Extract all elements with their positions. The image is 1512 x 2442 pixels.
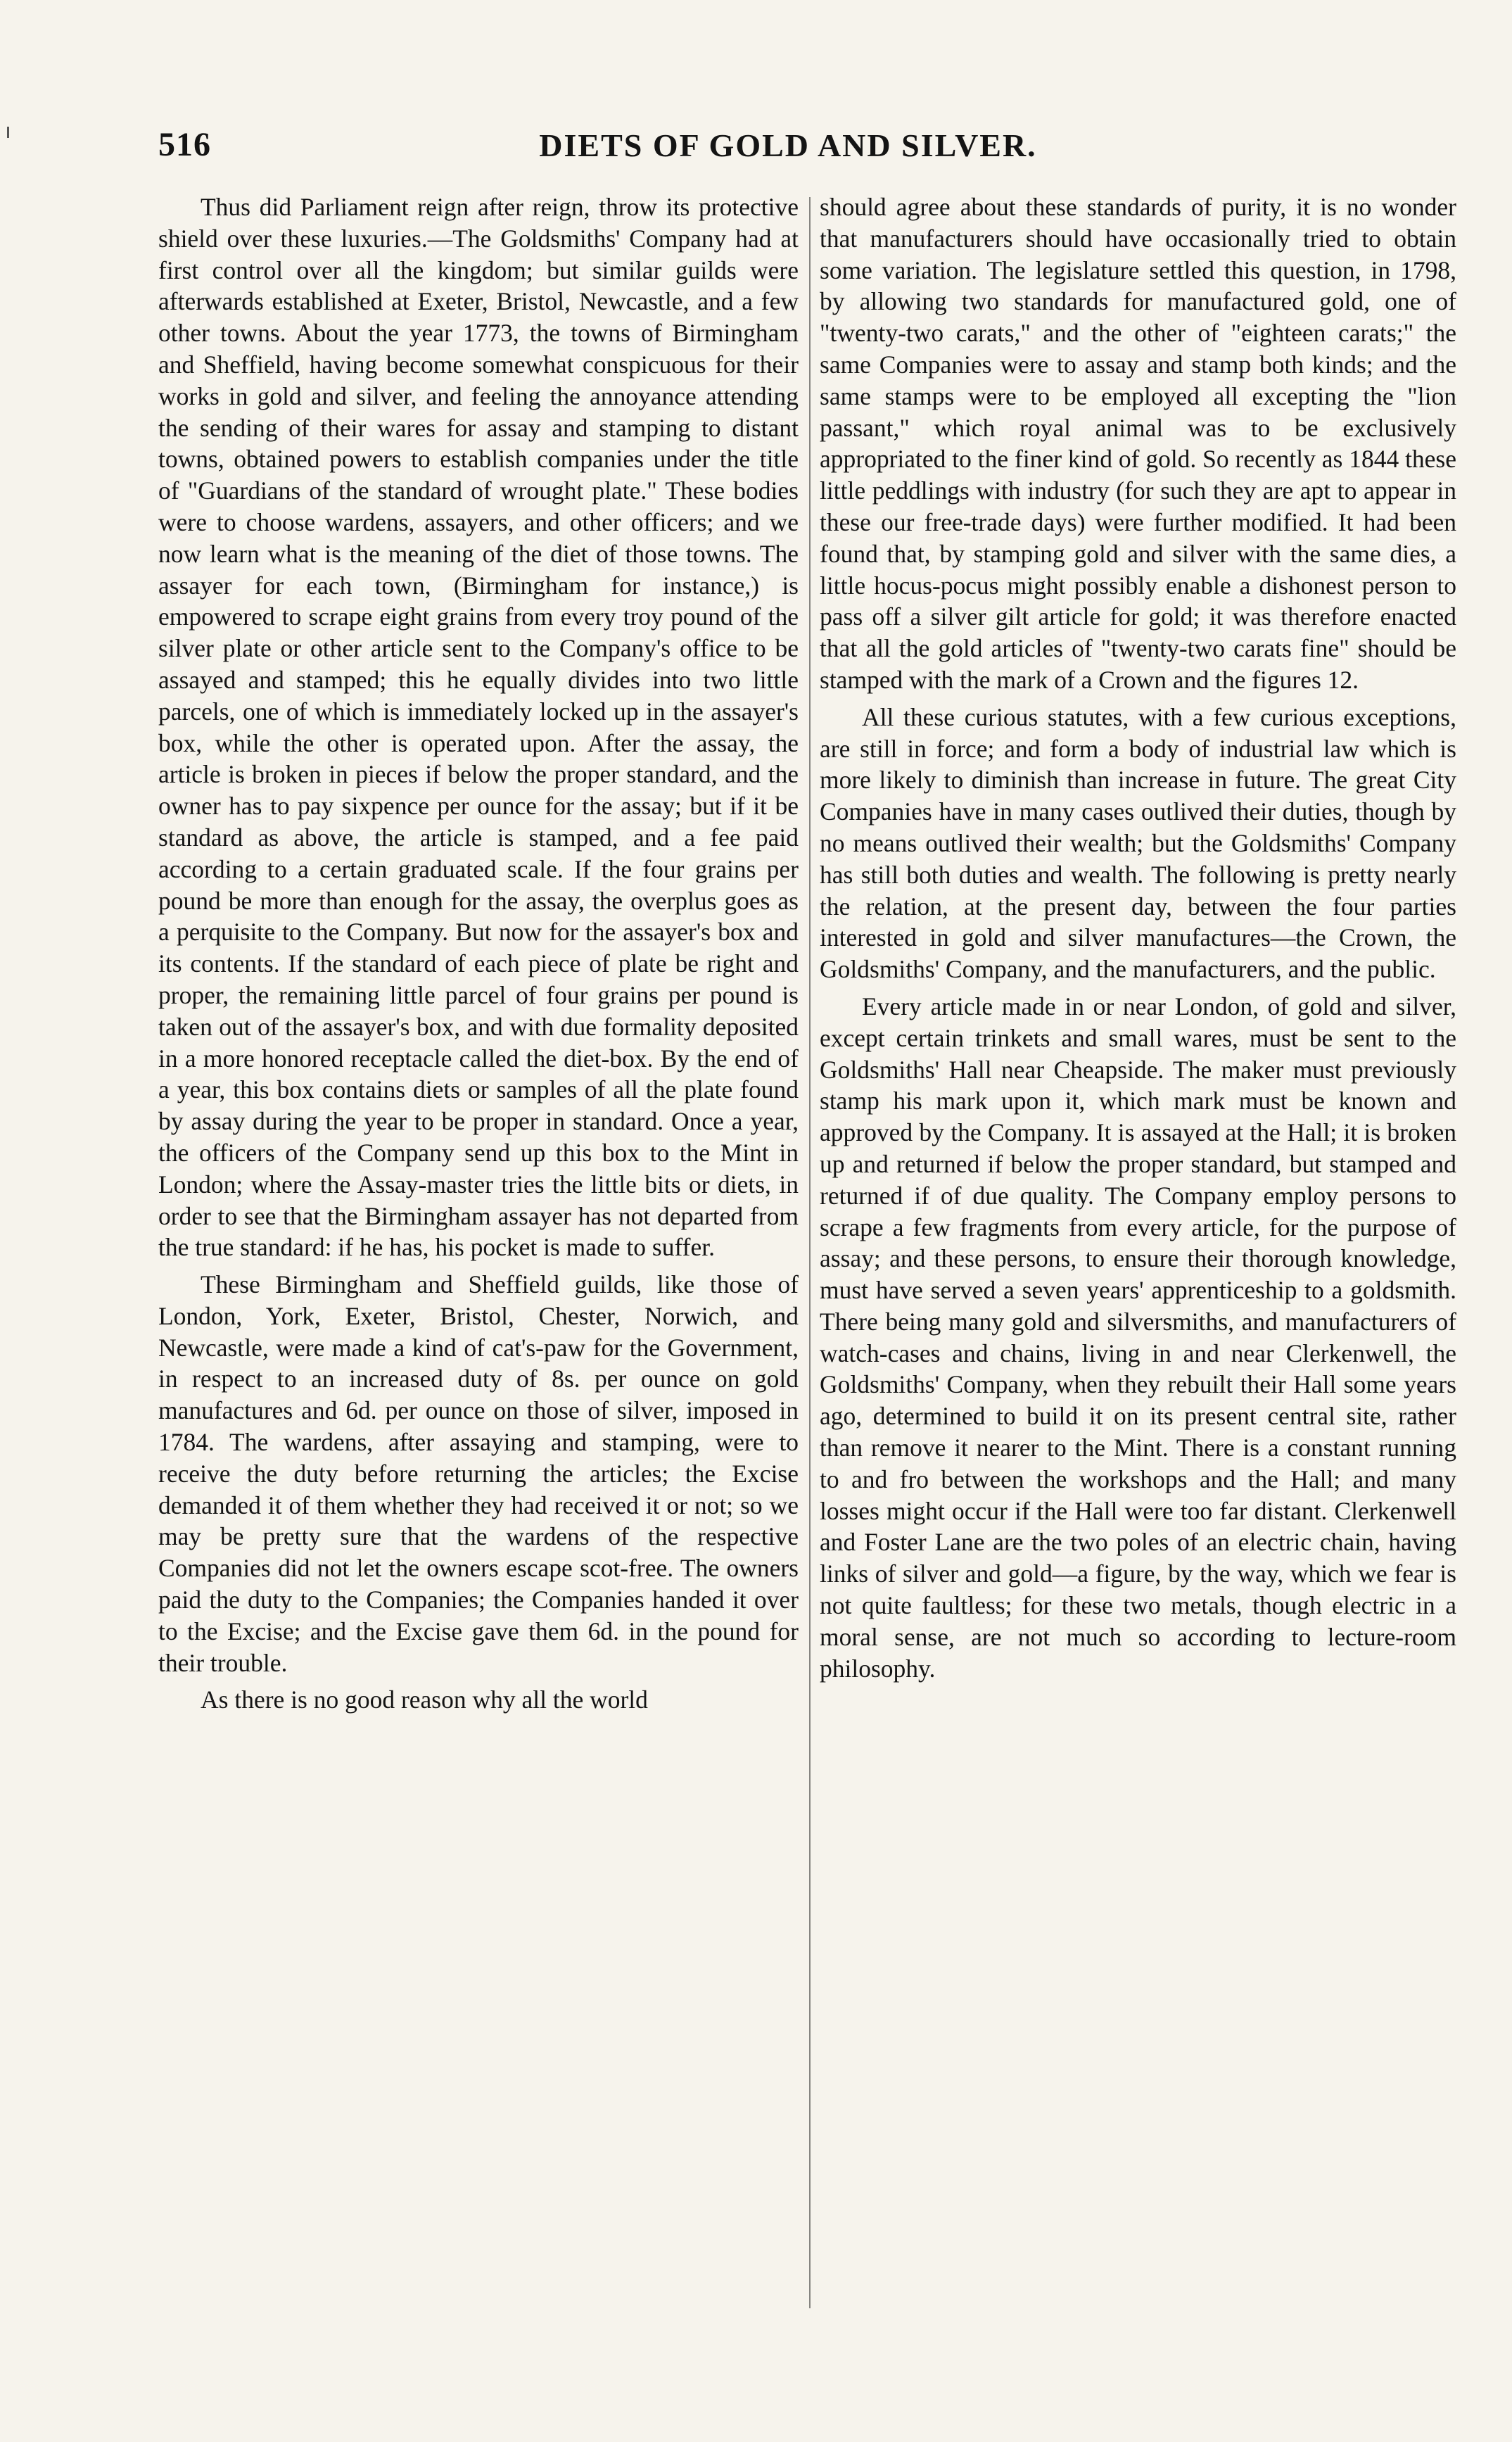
left-column: [158, 191, 799, 1716]
paragraph: These Birmingham and Sheffield guilds, like those of London, York, Exeter, Bristol, Chester, Norwich, and Newcastle, were made a kind of cat's-paw for the Government, in respect to an increased duty of 8s. per ounce on gold manufactures and 6d. per ounce on those of silver, imposed in 1784. The wardens, after assaying and stamping, were to receive the duty before returning the articles; the Excise demanded it of them whether they had received it or not; so we may be pretty sure that the wardens of the respective Companies did not let the owners escape scot-free. The owners paid the duty to the Companies; the Companies handed it over to the Excise; and the Excise gave them 6d. in the pound for their trouble.: [158, 1270, 799, 1677]
paragraph: All these curious statutes, with a few curious exceptions, are still in force; and form a body of industrial law which is more likely to diminish than increase in future. The great City Companies have in many cases outlived their duties, though by no means outlived their wealth; but the Goldsmiths' Company has still both duties and wealth. The following is pretty nearly the relation, at the present day, between the four parties interested in gold and silver manufactures—the Crown, the Goldsmiths' Company, and the manufacturers, and the public.: [820, 702, 1456, 984]
right-column: [820, 191, 1456, 1684]
page-number: 516: [158, 126, 211, 163]
paragraph: Every article made in or near London, of gold and silver, except certain trinkets and small wares, must be sent to the Goldsmiths' Hall near Cheapside. The maker must previously stamp his mark upon it, which mark must be known and approved by the Company. It is assayed at the Hall; it is broken up and returned if below the proper standard, but stamped and returned if of due quality. The Company employ persons to scrape a few fragments from every article, for the purpose of assay; and these persons, to ensure their thorough knowledge, must have served a seven years' apprenticeship to a goldsmith. There being many gold and silversmiths, and manufacturers of watch-cases and chains, living in and near Clerkenwell, the Goldsmiths' Company, when they rebuilt their Hall some years ago, determined to build it on its present central site, rather than remove it nearer to the Mint. There is a constant running to and fro between the workshops and the Hall; and many losses might occur if the Hall were too far distant. Clerkenwell and Foster Lane are the two poles of an electric chain, having links of silver and gold—a figure, by the way, which we fear is not quite faultless; for these two metals, though electric in a moral sense, are not much so according to lecture-room philosophy.: [820, 992, 1456, 1683]
paragraph: should agree about these standards of purity, it is no wonder that manufacturers should have occasionally tried to obtain some variation. The legislature settled this question, in 1798, by allowing two standards for manufactured gold, one of "twenty-two carats," and the other of "eighteen carats;" the same Companies were to assay and stamp both kinds; and the same stamps were to be employed all excepting the "lion passant," which royal animal was to be exclusively appropriated to the finer kind of gold. So recently as 1844 these little peddlings with industry (for such they are apt to appear in these our free-trade days) were further modified. It had been found that, by stamping gold and silver with the same dies, a little hocus-pocus might possibly enable a dishonest person to pass off a silver gilt article for gold; it was therefore enacted that all the gold articles of "twenty-two carats fine" should be stamped with the mark of a Crown and the figures 12.: [820, 193, 1457, 694]
running-head: DIETS OF GOLD AND SILVER.: [539, 127, 1037, 163]
page-header: [158, 125, 1418, 175]
margin-mark: [7, 127, 9, 138]
column-rule: [809, 197, 811, 2308]
paragraph: As there is no good reason why all the world: [201, 1685, 648, 1714]
paragraph: Thus did Parliament reign after reign, throw its protective shield over these luxuries.—The Goldsmiths' Company had at first control over all the kingdom; but similar guilds were afterwards established at Exeter, Bristol, Newcastle, and a few other towns. About the year 1773, the towns of Birmingham and Sheffield, having become somewhat conspicuous for their works in gold and silver, and feeling the annoyance attending the sending of their wares for assay and stamping to distant towns, obtained powers to establish companies under the title of "Guardians of the standard of wrought plate." These bodies were to choose wardens, assayers, and other officers; and we now learn what is the meaning of the diet of those towns. The assayer for each town, (Birmingham for instance,) is empowered to scrape eight grains from every troy pound of the silver plate or other article sent to the Company's office to be assayed and stamped; this he equally divides into two little parcels, one of which is immediately locked up in the assayer's box, while the other is operated upon. After the assay, the article is broken in pieces if below the proper standard, and the owner has to pay sixpence per ounce for the assay; but if it be standard as above, the article is stamped, and a fee paid according to a certain graduated scale. If the four grains per pound be more than enough for the assay, the overplus goes as a perquisite to the Company. But now for the assayer's box and its contents. If the standard of each piece of plate be right and proper, the remaining little parcel of four grains per pound is taken out of the assayer's box, and with due formality deposited in a more honored receptacle called the diet-box. By the end of a year, this box contains diets or samples of all the plate found by assay during the year to be proper in standard. Once a year, the officers of the Company send up this box to the Mint in London; where the Assay-master tries the little bits or diets, in order to see that the Birmingham assayer has not departed from the true standard: if he has, his pocket is made to suffer.: [158, 193, 799, 1262]
